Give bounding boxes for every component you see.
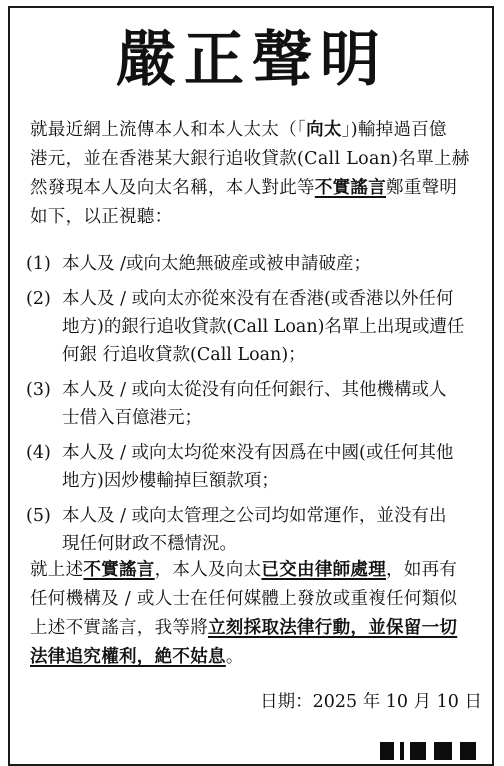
item-number: (2) xyxy=(26,289,51,309)
item-text xyxy=(62,376,447,432)
intro-paragraph xyxy=(30,116,480,232)
text-line: 本人及 / 或向太亦從來没有在香港(或香港以外任何 xyxy=(62,289,454,309)
item-text xyxy=(62,439,453,495)
item-number: (4) xyxy=(26,443,51,463)
text-line xyxy=(30,203,480,232)
text-segment: 上述不實謠言，我等將 xyxy=(30,618,208,638)
text-line xyxy=(30,556,480,585)
emphasized-text: 不實謠言 xyxy=(83,560,155,580)
text-line: 士借入百億港元； xyxy=(62,408,202,428)
item-number: (5) xyxy=(26,506,51,526)
text-line: 本人及 / 或向太管理之公司均如常運作，並没有出 xyxy=(62,506,447,526)
text-segment: 鄭重聲明 xyxy=(386,178,458,198)
text-line xyxy=(30,614,480,643)
emphasized-text: 已交由律師處理 xyxy=(261,560,387,580)
text-line: 本人及 / 或向太均從來没有因爲在中國(或任何其他 xyxy=(62,443,454,463)
declaration-item xyxy=(26,439,486,495)
text-line xyxy=(30,116,480,145)
text-segment: 港元，並在香港某大銀行追收貸款(Call Loan)名單上赫 xyxy=(30,149,470,169)
text-line: 本人及 /或向太絶無破産或被申請破産； xyxy=(62,254,371,274)
text-line xyxy=(30,174,480,203)
text-line xyxy=(30,145,480,174)
notice-title: 嚴正聲明 xyxy=(116,25,388,95)
declaration-item xyxy=(26,285,486,369)
text-line: 現任何財政不穩情況。 xyxy=(62,534,237,554)
emphasized-text: 向太 xyxy=(306,120,342,140)
text-line: 地方)的銀行追收貸款(Call Loan)名單上出現或遭任 xyxy=(62,317,465,337)
text-segment: 然發現本人及向太名稱，本人對此等 xyxy=(30,178,315,198)
text-line: 地方)因炒樓輸掉巨額款項； xyxy=(62,471,279,491)
item-number: (3) xyxy=(26,380,51,400)
declaration-list xyxy=(26,250,486,565)
text-line: 本人及 / 或向太從没有向任何銀行、其他機構或人 xyxy=(62,380,447,400)
text-line xyxy=(30,585,480,614)
item-number: (1) xyxy=(26,254,51,274)
text-segment: 就上述 xyxy=(30,560,84,580)
emphasized-text: 法律追究權利，絶不姑息 xyxy=(30,647,226,667)
signature-cutoff xyxy=(376,740,496,760)
text-segment: 」)輸掉過百億 xyxy=(341,120,447,140)
declaration-item xyxy=(26,502,486,558)
text-segment: ，本人及向太 xyxy=(154,560,262,580)
text-segment: 如下，以正視聽： xyxy=(30,207,173,227)
declaration-item xyxy=(26,376,486,432)
text-line: 何銀 行追收貸款(Call Loan)； xyxy=(62,345,306,365)
text-segment: 。 xyxy=(225,647,244,667)
text-segment: 就最近網上流傳本人和本人太太（「 xyxy=(30,120,307,140)
closing-paragraph xyxy=(30,556,480,672)
text-segment: 任何機構及 / 或人士在任何媒體上發放或重複任何類似 xyxy=(30,589,458,609)
notice-date: 日期：2025 年 10 月 10 日 xyxy=(260,692,482,712)
declaration-item xyxy=(26,250,486,278)
text-line xyxy=(30,643,480,672)
text-segment: ，如再有 xyxy=(386,560,458,580)
item-text xyxy=(62,502,447,558)
emphasized-text: 立刻採取法律行動，並保留一切 xyxy=(208,618,458,638)
item-text xyxy=(62,250,371,278)
emphasized-text: 不實謠言 xyxy=(314,178,387,198)
item-text xyxy=(62,285,464,369)
